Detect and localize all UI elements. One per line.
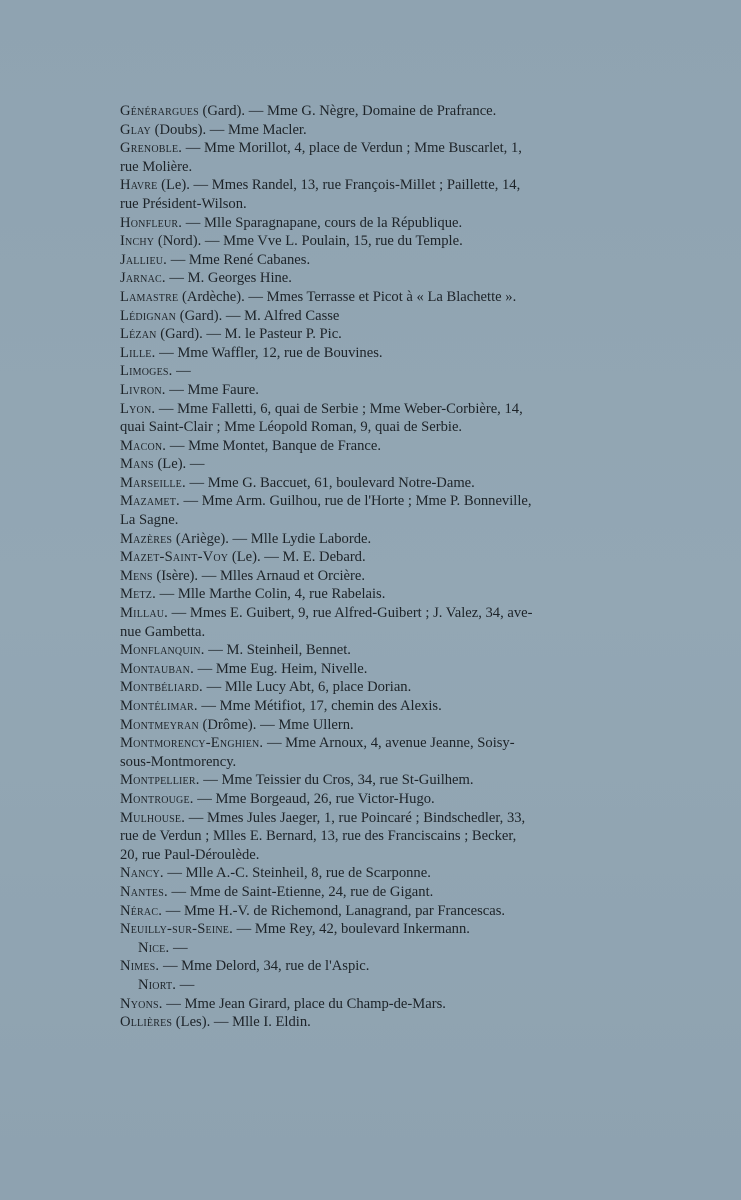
list-item [120, 976, 660, 995]
entry-text: (Le). — M. E. Debard. [231, 549, 366, 566]
entry-text: — Mme H.-V. de Richemond, Lanagrand, par Francescas. [165, 902, 506, 919]
entry-text: — Mme Faure. [169, 381, 259, 398]
town-name: Montmorency-Enghien. [120, 735, 264, 752]
entry-text: — M. Steinheil, Bennet. [208, 642, 351, 659]
town-name: Havre [120, 177, 158, 194]
list-item [120, 121, 660, 140]
list-item [120, 288, 660, 307]
town-name: Nyons. [120, 995, 163, 1012]
entry-continuation: La Sagne. [120, 512, 179, 529]
entry-text: — Mmes E. Guibert, 9, rue Alfred-Guibert ; J. Valez, 34, ave- [171, 605, 533, 622]
list-item [120, 716, 660, 735]
entry-text: (Gard). — M. le Pasteur P. Pic. [160, 326, 342, 343]
list-item [120, 381, 660, 400]
town-name: Niort. [138, 976, 177, 993]
entry-text: — Mlle Sparagnapane, cours de la République. [185, 214, 463, 231]
town-name: Nice. [138, 939, 170, 956]
entry-text: (Ardèche). — Mmes Terrasse et Picot à « La Blachette ». [181, 288, 517, 305]
town-name: Neuilly-sur-Seine. [120, 921, 233, 938]
list-item [120, 474, 660, 493]
list-item [120, 585, 660, 604]
town-name: Nancy. [120, 865, 164, 882]
town-name: Montmeyran [120, 716, 199, 733]
entry-continuation: quai Saint-Clair ; Mme Léopold Roman, 9, quai de Serbie. [120, 419, 463, 436]
entry-text: — Mme Waffler, 12, rue de Bouvines. [159, 344, 383, 361]
town-name: Jarnac. [120, 270, 166, 287]
list-item [120, 232, 660, 251]
list-item [120, 344, 660, 363]
entry-continuation: rue Molière. [120, 158, 193, 175]
town-name: Jallieu. [120, 251, 168, 268]
entry-text: (Gard). — M. Alfred Casse [179, 307, 340, 324]
town-name: Lyon. [120, 400, 156, 417]
town-name: Lamastre [120, 288, 179, 305]
list-item [120, 660, 660, 679]
entry-continuation: sous-Montmorency. [120, 753, 237, 770]
town-name: Mazamet. [120, 493, 180, 510]
town-name: Livron. [120, 381, 166, 398]
list-item [120, 902, 660, 921]
town-name: Metz. [120, 586, 156, 603]
list-item [120, 1013, 660, 1032]
list-item [120, 641, 660, 660]
entry-text: — Mme de Saint-Etienne, 24, rue de Gigant. [171, 883, 434, 900]
list-item [120, 307, 660, 326]
list-item [120, 957, 660, 976]
town-name: Nantes. [120, 883, 168, 900]
list-item [120, 530, 660, 549]
town-name: Millau. [120, 605, 169, 622]
entry-text: — Mme Rey, 42, boulevard Inkermann. [236, 921, 470, 938]
town-name: Monflanquin. [120, 642, 205, 659]
entry-continuation: rue de Verdun ; Mlles E. Bernard, 13, rue des Franciscains ; Becker, [120, 828, 517, 845]
list-item [120, 400, 660, 437]
list-item [120, 771, 660, 790]
entry-text: (Doubs). — Mme Macler. [154, 121, 307, 138]
town-name: Nérac. [120, 902, 163, 919]
entry-text: — Mlle A.-C. Steinheil, 8, rue de Scarponne. [167, 865, 431, 882]
entry-text: — Mme Arm. Guilhou, rue de l'Horte ; Mme P. Bonneville, [183, 493, 532, 510]
list-item [120, 939, 660, 958]
entry-text: — Mme Teissier du Cros, 34, rue St-Guilhem. [203, 772, 474, 789]
list-item [120, 251, 660, 270]
town-name: Montrouge. [120, 790, 194, 807]
entry-text: — Mme Jean Girard, place du Champ-de-Mars. [166, 995, 446, 1012]
list-item [120, 362, 660, 381]
entry-text: — Mme Falletti, 6, quai de Serbie ; Mme Weber-Corbière, 14, [158, 400, 523, 417]
town-name: Lille. [120, 344, 156, 361]
town-name: Ollières [120, 1014, 173, 1031]
entry-text: — [179, 976, 195, 993]
list-item [120, 604, 660, 641]
entry-text: — Mme Delord, 34, rue de l'Aspic. [162, 958, 370, 975]
entry-continuation: nue Gambetta. [120, 623, 206, 640]
town-name: Lézan [120, 326, 157, 343]
entry-text: — Mlle Lucy Abt, 6, place Dorian. [206, 679, 412, 696]
town-name: Glay [120, 121, 151, 138]
entry-text: — M. Georges Hine. [169, 270, 292, 287]
town-name: Mulhouse. [120, 809, 186, 826]
list-item [120, 437, 660, 456]
list-item [120, 269, 660, 288]
entry-text: (Le). — Mmes Randel, 13, rue François-Millet ; Paillette, 14, [161, 177, 521, 194]
town-name: Macon. [120, 437, 167, 454]
list-item [120, 790, 660, 809]
address-list [120, 102, 660, 1032]
town-name: Montauban. [120, 660, 194, 677]
list-item [120, 325, 660, 344]
entry-text: — Mme Eug. Heim, Nivelle. [197, 660, 368, 677]
town-name: Marseille. [120, 474, 186, 491]
entry-text: — Mme Arnoux, 4, avenue Jeanne, Soisy- [266, 735, 515, 752]
entry-text: — Mme Métifiot, 17, chemin des Alexis. [201, 698, 442, 714]
list-item [120, 492, 660, 529]
town-name: Grenoble. [120, 140, 183, 157]
list-item [120, 102, 660, 121]
entry-text: (Drôme). — Mme Ullern. [202, 716, 354, 733]
entry-text: — Mme René Cabanes. [170, 251, 311, 268]
town-name: Honfleur. [120, 214, 183, 231]
list-item [120, 214, 660, 233]
list-item [120, 883, 660, 902]
list-item [120, 176, 660, 213]
list-item [120, 920, 660, 939]
town-name: Générargues [120, 103, 199, 119]
entry-text: — Mme Morillot, 4, place de Verdun ; Mme Buscarlet, 1, [185, 140, 522, 157]
entry-text: — Mme G. Baccuet, 61, boulevard Notre-Dame. [189, 474, 475, 491]
entry-text: (Les). — Mlle I. Eldin. [175, 1014, 311, 1031]
entry-text: — Mmes Jules Jaeger, 1, rue Poincaré ; Bindschedler, 33, [188, 809, 526, 826]
town-name: Montélimar. [120, 698, 198, 714]
list-item [120, 678, 660, 697]
entry-text: (Ariège). — Mlle Lydie Laborde. [175, 530, 372, 547]
list-item [120, 995, 660, 1014]
entry-text: (Isère). — Mlles Arnaud et Orcière. [156, 567, 366, 584]
town-name: Nimes. [120, 958, 160, 975]
town-name: Mens [120, 567, 153, 584]
list-item [120, 697, 660, 716]
list-item [120, 455, 660, 474]
entry-text: — Mme Borgeaud, 26, rue Victor-Hugo. [197, 790, 435, 807]
list-item [120, 809, 660, 865]
entry-text: — Mlle Marthe Colin, 4, rue Rabelais. [159, 586, 386, 603]
list-item [120, 567, 660, 586]
town-name: Inchy [120, 233, 155, 250]
town-name: Mazet-Saint-Voy [120, 549, 229, 566]
town-name: Lédignan [120, 307, 177, 324]
town-name: Montpellier. [120, 772, 200, 789]
entry-text: (Le). — [157, 456, 205, 473]
town-name: Mans [120, 456, 154, 473]
entry-text: (Gard). — Mme G. Nègre, Domaine de Prafrance. [202, 103, 497, 119]
list-item [120, 864, 660, 883]
entry-continuation: 20, rue Paul-Déroulède. [120, 846, 260, 863]
town-name: Mazères [120, 530, 173, 547]
entry-continuation: rue Président-Wilson. [120, 195, 247, 212]
town-name: Limoges. [120, 363, 173, 380]
list-item [120, 139, 660, 176]
list-item [120, 548, 660, 567]
entry-text: (Nord). — Mme Vve L. Poulain, 15, rue du Temple. [157, 233, 463, 250]
entry-text: — [176, 363, 191, 380]
list-item [120, 734, 660, 771]
entry-text: — Mme Montet, Banque de France. [169, 437, 381, 454]
entry-text: — [172, 939, 188, 956]
town-name: Montbéliard. [120, 679, 203, 696]
